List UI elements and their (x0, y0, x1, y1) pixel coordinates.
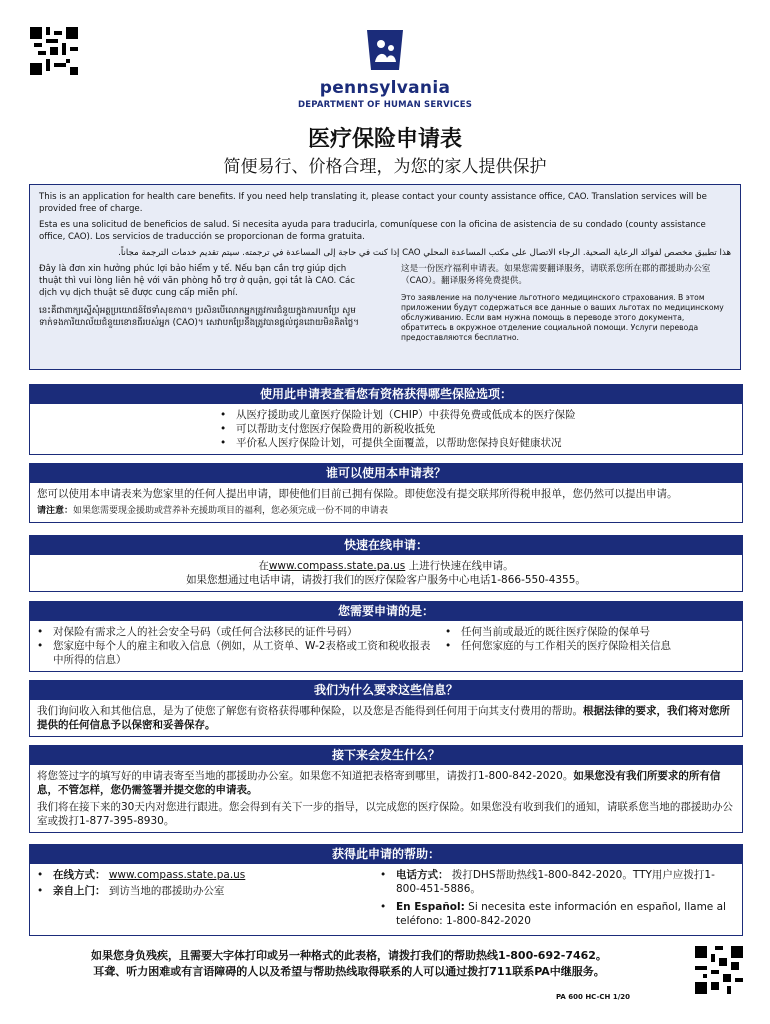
why-bold-text: 根据法律的要求，我们将对您所提供的任何信息予以保密和妥善保存。 (37, 705, 730, 731)
form-code: PA 600 HC-CH 1/20 (555, 993, 630, 1001)
next-bold-text: 如果您没有我们所要求的所有信息，不管怎样，您仍需签署并提交您的申请表。 (37, 770, 721, 796)
notice-russian: Это заявление на получение льготного медицинского страхования. В этом приложении будут содержаться все данные о ваших льготах по медицинскому обслуживанию. Если вам нужна помощь в переводе этого документа, обратитесь в окружное отделение социальной помощи. Услуги перевода предоставляются бесплатно. (401, 293, 724, 342)
online-prefix: 在 (258, 560, 269, 572)
notice-arabic: هذا تطبيق مخصص لفوائد الرعاية الصحية. الرجاء الاتصال على مكتب المساعدة المحلي CAO إذا كنت في حاجة إلى المساعدة في ترجمته. سيتم تقديم خدمات الترجمة مجاناً. (118, 248, 731, 258)
who-text: 您可以使用本申请表来为您家里的任何人提出申请，即使他们目前已拥有保险。即使您没有提交联邦所得税申报单，您仍然可以提出申请。 (37, 488, 678, 500)
next-text-1: 将您签过字的填写好的申请表寄至当地的郡援助办公室。如果您不知道把表格寄到哪里，请拨打1-800-842-2020。 (37, 770, 574, 782)
section-who-can-apply (29, 463, 743, 523)
list-item: • 对保险有需求之人的社会安全号码（或任何合法移民的证件号码） (37, 625, 437, 639)
qr-code-bottom (695, 946, 743, 994)
section-heading: 接下来会发生什么？ (30, 746, 742, 765)
spanish-text: Si necesita este información en español, llame al teléfono: 1-800-842-2020 (396, 901, 726, 927)
footer-line-1: 如果您身负残疾，且需要大字体打印或另一种格式的此表格，请拨打我们的帮助热线1-800-692-7462。 (91, 949, 607, 962)
keystone-seal-icon (363, 28, 407, 72)
note-label: 请注意： (37, 506, 74, 516)
phone-label: 电话方式： (396, 869, 449, 881)
section-heading: 谁可以使用本申请表？ (30, 464, 742, 483)
inperson-text: 到访当地的郡援助办公室 (108, 885, 225, 897)
phone-text: 拨打DHS帮助热线1-800-842-2020。TTY用户应拨打1-800-451-5886。 (396, 869, 715, 895)
section-apply-online (29, 535, 743, 592)
section-heading: 快速在线申请： (30, 536, 742, 555)
inperson-label: 亲自上门： (53, 885, 106, 897)
notice-chinese: 这是一份医疗福利申请表。如果您需要翻译服务，请联系您所在郡的郡援助办公室（CAO）。翻译服务将免费提供。 (401, 264, 711, 286)
section-what-next (29, 745, 743, 833)
note-text: 如果您需要现金援助或营养补充援助项目的福利，您必须完成一份不同的申请表 (73, 506, 389, 516)
list-item: • 任何当前或最近的既往医疗保险的保单号 (445, 625, 735, 639)
list-item: • 平价私人医疗保险计划，可提供全面覆盖，以帮助您保持良好健康状况 (220, 436, 735, 450)
section-what-you-need (29, 601, 743, 672)
brand-name: pennsylvania (319, 78, 451, 98)
why-text: 我们询问收入和其他信息，是为了使您了解您有资格获得哪种保险，以及您是否能得到任何用于向其支付费用的帮助。 (37, 705, 583, 717)
list-item: • 任何您家庭的与工作相关的医疗保险相关信息 (445, 639, 735, 653)
spanish-label: En Español: (396, 901, 465, 913)
list-item: • 您家庭中每个人的雇主和收入信息（例如，从工资单、W-2表格或工资和税收报表中所得的信息） (37, 639, 437, 667)
footer-line-2: 耳聋、听力困难或有言语障碍的人以及希望与帮助热线取得联系的人可以通过拨打711联系PA中继服务。 (93, 965, 605, 978)
page-subtitle: 简便易行、价格合理，为您的家人提供保护 (223, 157, 547, 177)
compass-link-help[interactable]: www.compass.state.pa.us (108, 869, 246, 881)
online-label: 在线方式： (53, 869, 106, 881)
notice-vietnamese: Đây là đơn xin hưởng phúc lợi bảo hiểm y tế. Nếu bạn cần trợ giúp dịch thuật thì vui lòng liên hệ với văn phòng hỗ trợ ở quận, gọi tắt là CAO. Các dịch vụ dịch thuật sẽ được cung cấp miễn phí. (39, 264, 355, 298)
pa-dhs-logo (0, 28, 770, 110)
next-text-2: 我们将在接下来的30天内对您进行跟进。您会得到有关下一步的指导，以完成您的医疗保险。如果您没有收到我们的通知，请联系您当地的郡援助办公室或拨打1-877-395-8930。 (37, 801, 733, 827)
department-name: DEPARTMENT OF HUMAN SERVICES (297, 100, 473, 110)
section-heading: 您需要申请的是： (30, 602, 742, 621)
section-heading: 获得此申请的帮助： (30, 845, 742, 864)
section-coverage-options (29, 384, 743, 455)
phone-apply-text: 如果您想通过电话申请，请拨打我们的医疗保险客户服务中心电话1-866-550-4355。 (186, 574, 586, 586)
list-item: • 可以帮助支付您医疗保险费用的新税收抵免 (220, 422, 735, 436)
section-get-help (29, 844, 743, 936)
notice-spanish: Esta es una solicitud de beneficios de salud. Si necesita ayuda para traducirla, comuníquese con la oficina de asistencia de su condado (county assistance office, CAO). Los servicios de traducción se proporcionan de forma gratuita. (39, 220, 706, 242)
page-title: 医疗保险申请表 (307, 127, 462, 152)
section-heading: 使用此申请表查看您有资格获得哪些保险选项： (30, 385, 742, 404)
compass-link[interactable]: www.compass.state.pa.us (268, 560, 406, 572)
notice-khmer: នេះគឺជាពាក្យស្នើសុំអត្ថប្រយោជន៍ថែទាំសុខភាព។ ប្រសិនបើលោកអ្នកត្រូវការជំនួយក្នុងការបកប្រែ សូមទាក់ទងការិយាល័យជំនួយខោនធីរបស់អ្នក (CAO)។ សេវាបកប្រែនឹងត្រូវបានផ្តល់ជូនដោយមិនគិតថ្លៃ។ (39, 306, 359, 328)
notice-english: This is an application for health care benefits. If you need help translating it, please contact your county assistance office, CAO. Translation services will be provided free of charge. (39, 192, 707, 214)
section-why-info (29, 680, 743, 737)
translation-notice-panel (29, 184, 741, 370)
list-item: • 从医疗援助或儿童医疗保险计划（CHIP）中获得免费或低成本的医疗保险 (220, 408, 735, 422)
accessibility-note (29, 948, 669, 980)
online-suffix: 上进行快速在线申请。 (405, 560, 514, 572)
section-heading: 我们为什么要求这些信息？ (30, 681, 742, 700)
